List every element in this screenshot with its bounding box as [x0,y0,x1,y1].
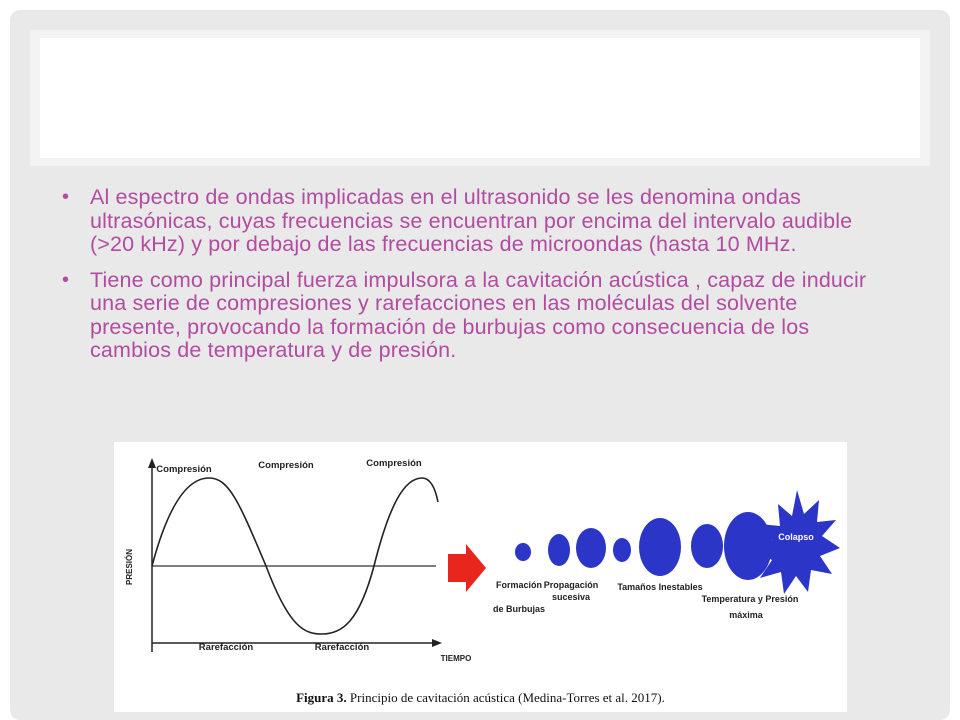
y-axis-arrow-icon [148,458,156,468]
stage-labels [493,580,798,620]
bubble-sequence [515,490,840,594]
stage-label: sucesiva [551,592,591,602]
title-placeholder [30,30,930,166]
y-axis-label: PRESIÓN [125,548,134,586]
x-axis-label: TIEMPO [440,654,472,663]
caption-text: Principio de cavitación acústica (Medina-Torres et al. 2017). [346,690,665,705]
x-axis-arrow-icon [432,639,442,647]
collapse-label: Colapso [778,532,814,542]
bullet-list [62,186,892,375]
stage-label: Formación [495,580,543,590]
wave-plot [125,458,471,663]
bullet-item [62,269,892,363]
caption-number: Figura 3. [296,690,347,705]
figure-caption [114,690,847,706]
rarefaction-label: Rarefacción [198,642,254,653]
bullet-text: Tiene como principal fuerza impulsora a la cavitación acústica , capaz de inducir una serie de compresiones y rarefacciones en las moléculas del solvente presente, provocando la formación de burbujas como consecuencia de los cambios de temperatura y de presión. [90,267,867,362]
bubble [613,538,631,562]
stage-label: Propagación [543,580,599,590]
bubble [691,524,723,568]
bubble [639,518,681,576]
stage-label: máxima [729,610,763,620]
stage-label: Temperatura y Presión [701,594,799,604]
compression-label: Compresión [156,464,212,475]
cavitation-figure [114,442,847,712]
bullet-text: Al espectro de ondas implicadas en el ultrasonido se les denomina ondas ultrasónicas, cuyas frecuencias se encuentran por encima del intervalo audible (>20 kHz) y por debajo de las frecuencias de microondas (hasta 10 MHz. [90,185,853,256]
bubble [576,528,606,568]
stage-label: de Burbujas [492,604,546,614]
pressure-wave [152,478,438,634]
title-area [40,38,920,158]
bubble [548,534,570,566]
cavitation-diagram [114,442,847,692]
bullet-dot-icon: • [62,268,70,291]
stage-label: Tamaños Inestables [617,582,703,592]
bullet-item [62,186,892,257]
compression-label: Compresión [366,458,422,469]
bullet-dot-icon: • [62,186,70,208]
bubble-small [515,543,531,561]
rarefaction-label: Rarefacción [314,642,370,653]
red-arrow-icon [448,544,486,592]
compression-label: Compresión [258,460,314,471]
